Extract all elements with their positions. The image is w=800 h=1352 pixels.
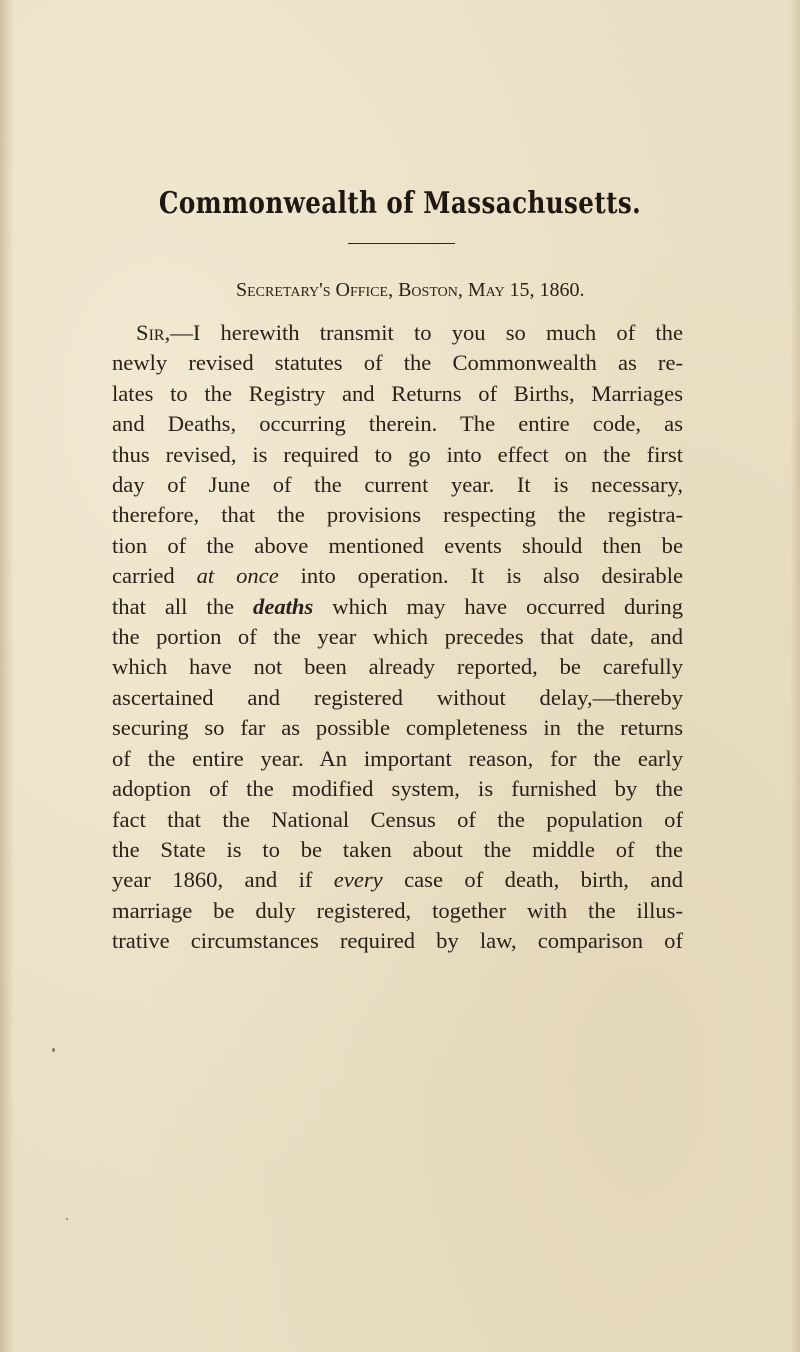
body-line: therefore, that the provisions respecting the registra- xyxy=(112,502,683,528)
body-line: of the entire year. An important reason, for the early xyxy=(112,745,683,771)
body-line: tion of the above mentioned events should then be xyxy=(112,532,683,558)
body-line: adoption of the modified system, is furnished by the xyxy=(112,776,683,802)
body-line: that all the deaths which may have occurred during xyxy=(112,593,683,619)
emphasis-every: every xyxy=(333,867,383,893)
body-line: newly revised statutes of the Commonwealth as re- xyxy=(112,350,683,376)
body-line: securing so far as possible completeness in the returns xyxy=(112,715,683,741)
body-line: the State is to be taken about the middle of the xyxy=(112,836,683,862)
body-line: trative circumstances required by law, comparison of xyxy=(112,928,683,954)
salutation: Sir, xyxy=(136,320,171,345)
paper-speck xyxy=(52,1048,55,1052)
heading-rule xyxy=(348,243,455,244)
letter-body xyxy=(112,318,683,957)
page-edge-shadow-left xyxy=(0,0,14,1352)
emphasis-at-once: at once xyxy=(196,563,279,589)
body-line: marriage be duly registered, together with the illus- xyxy=(112,897,683,923)
body-line: year 1860, and if every case of death, birth, and xyxy=(112,867,683,893)
body-line: fact that the National Census of the population of xyxy=(112,806,683,832)
body-line: Sir,—I herewith transmit to you so much of the xyxy=(136,320,683,345)
emphasis-deaths: deaths xyxy=(253,593,314,619)
page-edge-shadow-right xyxy=(790,0,800,1352)
page-heading: Commonwealth of Massachusetts. xyxy=(158,186,642,221)
body-line: lates to the Registry and Returns of Births, Marriages xyxy=(112,380,683,406)
body-line: and Deaths, occurring therein. The entire code, as xyxy=(112,411,683,437)
body-line: which have not been already reported, be carefully xyxy=(112,654,683,680)
paper-speck xyxy=(66,1218,68,1220)
dateline: Secretary's Office, Boston, May 15, 1860. xyxy=(236,279,585,301)
body-line: the portion of the year which precedes that date, and xyxy=(112,624,683,650)
body-line: carried at once into operation. It is also desirable xyxy=(112,563,684,589)
body-line: day of June of the current year. It is necessary, xyxy=(112,472,683,498)
body-line: ascertained and registered without delay,—thereby xyxy=(112,684,683,710)
body-line: thus revised, is required to go into effect on the first xyxy=(112,441,683,467)
